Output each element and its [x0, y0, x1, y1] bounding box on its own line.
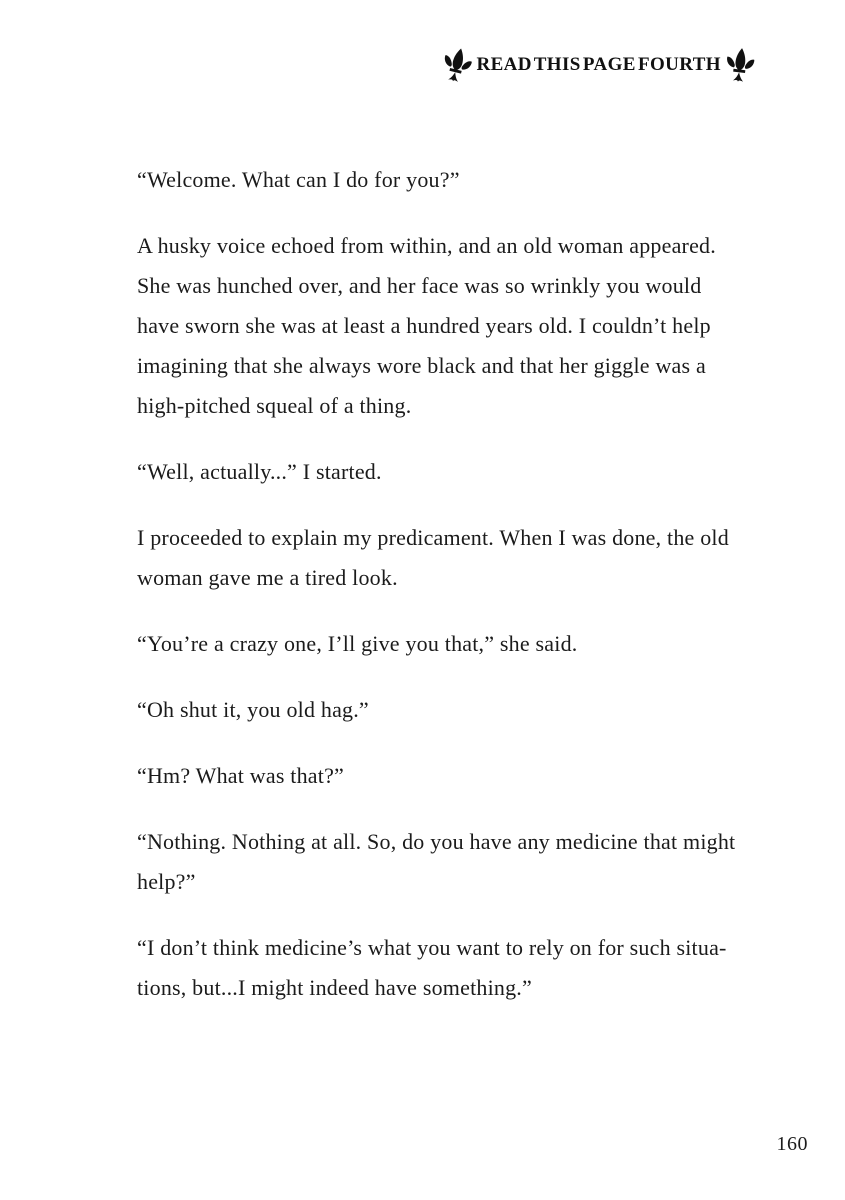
text-line: “You’re a crazy one, I’ll give you that,” she said.	[137, 631, 578, 656]
text-line: A husky voice echoed from within, and an old woman appeared.	[137, 233, 716, 258]
running-head-title: READ THIS PAGE FOURTH	[476, 54, 721, 75]
text-line: I proceeded to explain my predicament. When I was done, the old	[137, 525, 729, 550]
paragraph-dialogue	[137, 928, 753, 1008]
text-line: “Nothing. Nothing at all. So, do you have any medicine that might	[137, 829, 736, 854]
paragraph-dialogue	[137, 452, 753, 492]
text-line: high-pitched squeal of a thing.	[137, 393, 412, 418]
fleur-de-lis-icon	[723, 46, 757, 83]
text-line: have sworn she was at least a hundred years old. I couldn’t help	[137, 313, 711, 338]
paragraph-dialogue	[137, 690, 753, 730]
text-line: “Oh shut it, you old hag.”	[137, 697, 369, 722]
text-line: “Hm? What was that?”	[137, 763, 345, 788]
running-head	[442, 48, 755, 82]
page-number: 160	[776, 1133, 808, 1155]
paragraph-dialogue	[137, 756, 753, 796]
fleur-de-lis-icon	[439, 45, 476, 85]
text-line: “Well, actually...” I started.	[137, 459, 382, 484]
text-line: tions, but...I might indeed have something.”	[137, 975, 532, 1000]
text-line: “Welcome. What can I do for you?”	[137, 167, 460, 192]
page-body	[137, 160, 753, 1034]
text-line: help?”	[137, 869, 196, 894]
text-line: imagining that she always wore black and that her giggle was a	[137, 353, 706, 378]
paragraph-dialogue	[137, 822, 753, 902]
paragraph-narration	[137, 518, 753, 598]
text-line: She was hunched over, and her face was so wrinkly you would	[137, 273, 702, 298]
paragraph-dialogue	[137, 624, 753, 664]
text-line: woman gave me a tired look.	[137, 565, 398, 590]
text-line: “I don’t think medicine’s what you want to rely on for such situa-	[137, 935, 727, 960]
paragraph-narration	[137, 226, 753, 426]
paragraph-dialogue	[137, 160, 753, 200]
